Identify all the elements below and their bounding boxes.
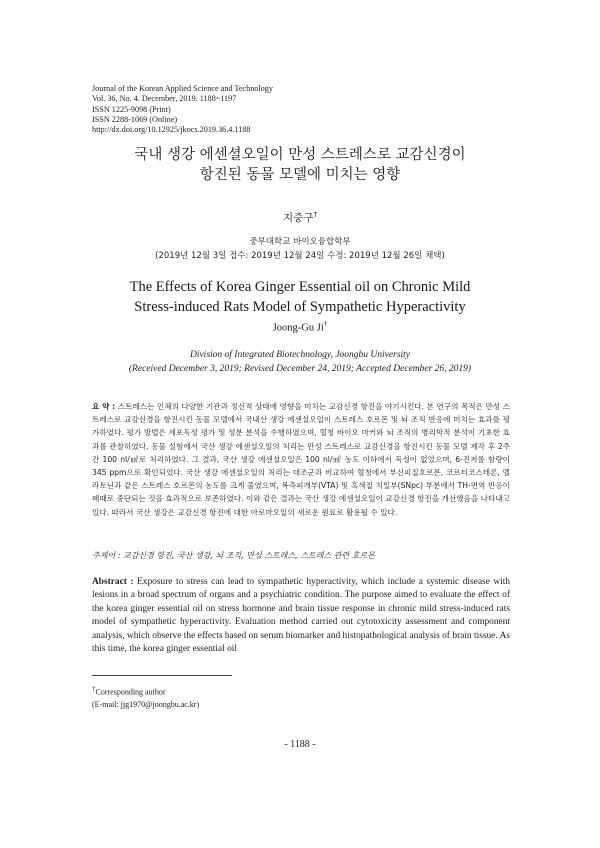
english-author-mark: † — [323, 320, 328, 328]
english-title — [0, 278, 600, 317]
korean-abstract-label: 요 약 : — [92, 402, 116, 411]
korean-author-mark: † — [313, 210, 317, 219]
volume-info: Vol. 36, No. 4. December, 2019. 1188~1197 — [92, 94, 237, 104]
english-affiliation-block — [0, 348, 600, 376]
footnote-mark: † — [92, 685, 96, 693]
doi-link[interactable]: http://dx.doi.org/10.12925/jkocs.2019.36.4.1188 — [92, 125, 251, 135]
korean-affiliation: 중부대학교 바이오융합학부 — [249, 237, 351, 247]
footnote-divider — [92, 675, 232, 676]
journal-header — [92, 84, 273, 135]
footnote — [92, 683, 199, 711]
korean-affiliation-block — [0, 236, 600, 263]
english-author-name: Joong-Gu Ji — [272, 322, 324, 334]
english-author — [0, 320, 600, 334]
korean-dates: (2019년 12월 3일 접수: 2019년 12월 24일 수정: 2019년 12월 26일 채택) — [155, 250, 445, 261]
english-title-line2: Stress-induced Rats Model of Sympathetic Hyperactivity — [134, 298, 466, 315]
english-title-line1: The Effects of Korea Ginger Essential oil on Chronic Mild — [129, 279, 471, 295]
korean-abstract-text: 스트레스는 인체의 다양한 기관과 정신적 상태에 영향을 미치는 교감신경 항진을 야기시킨다. 본 연구의 목적은 만성 스트레스로 교감신경을 항진시킨 동물 모델에서 국내산 생강 에센셜오일이 스트레스 호르몬 및 뇌 조직 반응에 미치는 효과를 평가하였다. 평가 방법은 세포독성 평가 및 성분 분석을 수행하였으며, 혈청 바이오 마커와 뇌 조직의 병리학적 분석이 기초한 효과를 관찰하였다. 동물 실험에서 국산 생강 에센셜오일의 처리는 만성 스트레스로 교감신경을 항진시킨 동물 모델 제작 후 2주간 100 nl/㎖로 처리하였다. 그 결과, 국산 생강 에센셜오일은 100 nl/㎖ 농도 이하에서 독성이 없었으며, 6-진저롤 함량이 345 ppm으로 확인되었다. 국산 생강 에센셜오일의 처리는 대조군과 비교하여 혈청에서 부신피질호르몬, 코르티코스테론, 멜라토닌과 같은 스트레스 호르몬의 농도를 크게 줄였으며, 복측피개부(VTA) 및 흑색질 치밀부(SNpc) 부분에서 TH-면역 반응이 폐때로 중단되는 것을 효과적으로 보존하였다. 이와 같은 결과는 국산 생강 에센셜오일이 교감신경 항진을 개선했음을 나타내고 있다. 따라서 국산 생강은 교감신경 항진에 대한 아로마오일의 새로운 원료로 활용될 수 있다. — [92, 402, 510, 517]
korean-author — [0, 210, 600, 225]
english-abstract-text: Exposure to stress can lead to sympathetic hyperactivity, which include a systemic disease with lesions in a broad spectrum of organs and a psychiatric condition. The purpose aimed to evaluate the effect of the korea ginger essential oil on stress hormone and brain tissue response in chronic mild stress-induced rats model of sympathetic hyperactivity. Evaluation method carried out cytotoxicity assessment and component analysis, which observe the effects based on serum biomarker and histopathological analysis of brain tissue. As this time, the korea ginger essential oil — [92, 577, 510, 655]
footnote-email[interactable]: (E-mail: jjg1970@joongbu.ac.kr) — [92, 699, 200, 709]
korean-author-name: 지중구 — [283, 212, 314, 224]
journal-name: Journal of the Korean Applied Science and Technology — [92, 84, 273, 93]
korean-title-line2: 항진된 동물 모델에 미치는 영향 — [199, 166, 401, 183]
english-dates: (Received December 3, 2019; Revised December 24, 2019; Accepted December 26, 2019) — [128, 364, 472, 374]
english-affiliation: Division of Integrated Biotechnology, Joongbu University — [189, 350, 411, 360]
korean-title — [0, 146, 600, 185]
english-abstract — [92, 576, 510, 656]
korean-keywords: 주제어 : 교감신경 항진, 국산 생강, 뇌 조직, 만성 스트레스, 스트레스 관련 호르몬 — [92, 551, 375, 560]
footnote-corresponding: Corresponding author — [95, 687, 166, 697]
page-number: - 1188 - — [284, 739, 316, 750]
korean-abstract — [92, 400, 510, 519]
issn-print: ISSN 1225-9098 (Print) — [92, 104, 171, 114]
korean-title-line1: 국내 생강 에센셜오일이 만성 스트레스로 교감신경이 — [134, 147, 466, 163]
issn-online: ISSN 2288-1069 (Online) — [92, 114, 178, 124]
english-abstract-label: Abstract : — [92, 577, 134, 587]
